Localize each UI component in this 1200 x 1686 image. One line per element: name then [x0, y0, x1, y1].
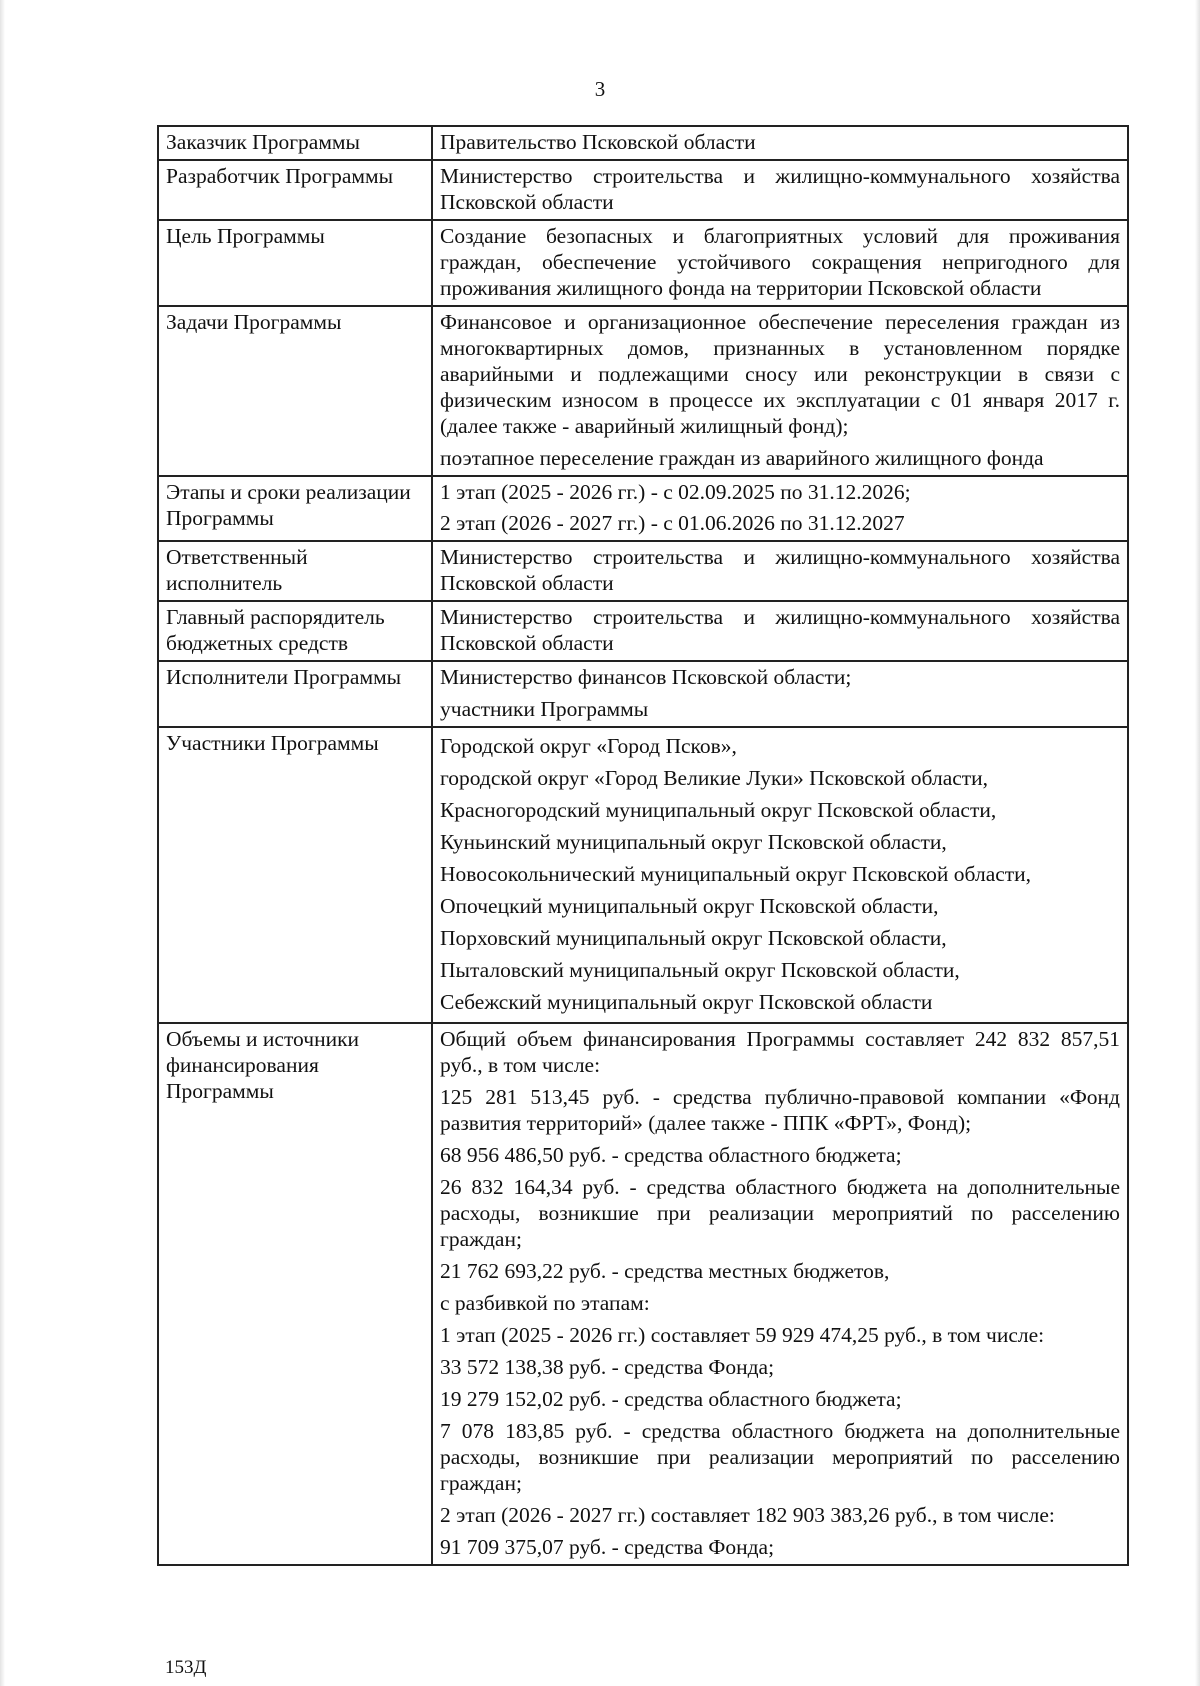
row-label: Цель Программы: [158, 220, 432, 306]
row-label: Участники Программы: [158, 727, 432, 1023]
row-label: Разработчик Программы: [158, 160, 432, 220]
table-row-tasks: [158, 306, 1128, 476]
funding-paragraph: 1 этап (2025 - 2026 гг.) составляет 59 929 474,25 руб., в том числе:: [440, 1323, 1045, 1347]
row-value: [432, 476, 1128, 541]
table-row-goal: [158, 220, 1128, 306]
row-label: Этапы и сроки реализации Программы: [158, 476, 432, 541]
participant-item: Новосокольнический муниципальный округ Псковской области,: [440, 862, 1032, 886]
funding-paragraph: 21 762 693,22 руб. - средства местных бюджетов,: [440, 1259, 890, 1283]
row-label: Объемы и источники финансирования Программы: [158, 1023, 432, 1565]
participant-item: Порховский муниципальный округ Псковской области,: [440, 926, 947, 950]
document-code: 153Д: [165, 1657, 207, 1678]
row-label: Исполнители Программы: [158, 661, 432, 727]
funding-paragraph: 7 078 183,85 руб. - средства областного бюджета на дополнительные расходы, возникшие при реализации мероприятий по расселению граждан;: [440, 1419, 1120, 1495]
table-row-executors: [158, 661, 1128, 727]
paragraph: Министерство финансов Псковской области;: [440, 665, 852, 689]
row-value: Создание безопасных и благоприятных условий для проживания граждан, обеспечение устойчивого сокращения непригодного для проживания жилищного фонда на территории Псковской области: [432, 220, 1128, 306]
funding-paragraph: 19 279 152,02 руб. - средства областного бюджета;: [440, 1387, 902, 1411]
paragraph: Финансовое и организационное обеспечение переселения граждан из многоквартирных домов, признанных в установленном порядке аварийными и подлежащими сносу или реконструкции в связи с физическим износом в процессе их эксплуатации с 01 января 2017 г. (далее также - аварийный жилищный фонд);: [440, 310, 1120, 438]
row-value: [432, 1023, 1128, 1565]
participant-item: Пыталовский муниципальный округ Псковской области,: [440, 958, 960, 982]
paragraph: участники Программы: [440, 697, 649, 721]
funding-paragraph: с разбивкой по этапам:: [440, 1291, 650, 1315]
table-row-chief-manager: [158, 601, 1128, 661]
funding-paragraph: Общий объем финансирования Программы составляет 242 832 857,51 руб., в том числе:: [440, 1027, 1120, 1077]
participant-item: Себежский муниципальный округ Псковской области: [440, 990, 933, 1014]
row-label: Ответственный исполнитель: [158, 541, 432, 601]
page-number: 3: [594, 77, 606, 101]
row-value: [432, 661, 1128, 727]
participant-item: Красногородский муниципальный округ Псковской области,: [440, 798, 997, 822]
participant-item: Опочецкий муниципальный округ Псковской области,: [440, 894, 939, 918]
row-label: Заказчик Программы: [158, 126, 432, 160]
row-value: [432, 727, 1128, 1023]
row-value: Министерство строительства и жилищно-коммунального хозяйства Псковской области: [432, 541, 1128, 601]
row-value: Министерство строительства и жилищно-коммунального хозяйства Псковской области: [432, 160, 1128, 220]
funding-paragraph: 33 572 138,38 руб. - средства Фонда;: [440, 1355, 775, 1379]
funding-paragraph: 125 281 513,45 руб. - средства публично-правовой компании «Фонд развития территорий» (далее также - ППК «ФРТ», Фонд);: [440, 1085, 1120, 1135]
table-row-customer: [158, 126, 1128, 160]
row-value: Министерство строительства и жилищно-коммунального хозяйства Псковской области: [432, 601, 1128, 661]
participant-item: городской округ «Город Великие Луки» Псковской области,: [440, 766, 989, 790]
row-value: Правительство Псковской области: [432, 126, 1128, 160]
stage-2: 2 этап (2026 - 2027 гг.) - с 01.06.2026 по 31.12.2027: [440, 511, 905, 535]
table-row-participants: [158, 727, 1128, 1023]
funding-paragraph: 91 709 375,07 руб. - средства Фонда;: [440, 1535, 775, 1559]
table-row-developer: [158, 160, 1128, 220]
scan-edge-right: [1195, 0, 1200, 1686]
scan-edge-left: [0, 0, 5, 1686]
table-row-responsible: [158, 541, 1128, 601]
funding-paragraph: 26 832 164,34 руб. - средства областного бюджета на дополнительные расходы, возникшие при реализации мероприятий по расселению граждан;: [440, 1175, 1120, 1251]
stage-1: 1 этап (2025 - 2026 гг.) - с 02.09.2025 по 31.12.2026;: [440, 480, 911, 504]
funding-paragraph: 68 956 486,50 руб. - средства областного бюджета;: [440, 1143, 902, 1167]
row-value: [432, 306, 1128, 476]
table-row-stages: [158, 476, 1128, 541]
paragraph: поэтапное переселение граждан из аварийного жилищного фонда: [440, 446, 1044, 470]
funding-paragraph: 2 этап (2026 - 2027 гг.) составляет 182 903 383,26 руб., в том числе:: [440, 1503, 1055, 1527]
row-label: Главный распорядитель бюджетных средств: [158, 601, 432, 661]
row-label: Задачи Программы: [158, 306, 432, 476]
participant-item: Куньинский муниципальный округ Псковской области,: [440, 830, 947, 854]
program-passport-table: [157, 125, 1129, 1566]
participant-item: Городской округ «Город Псков»,: [440, 734, 737, 758]
table-row-funding: [158, 1023, 1128, 1565]
